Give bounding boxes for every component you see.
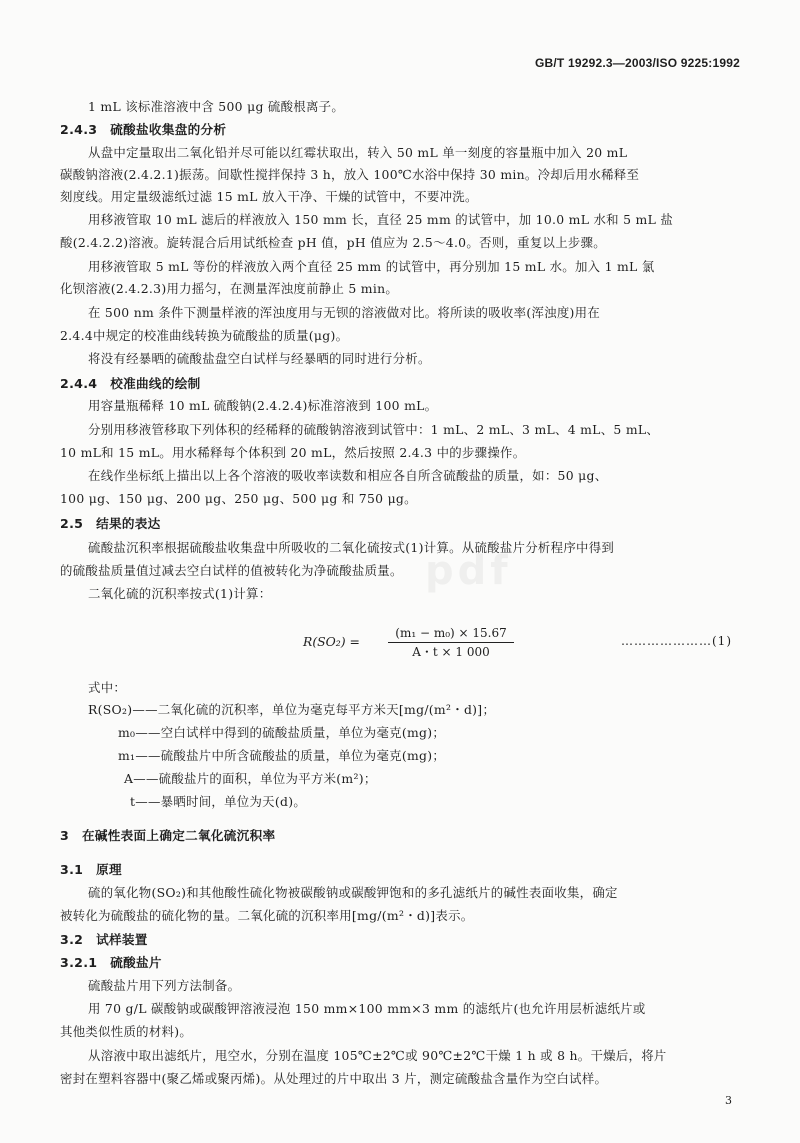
watermark: pdf bbox=[425, 548, 512, 594]
section-heading-2-4-3: 2.4.3 硫酸盐收集盘的分析 bbox=[60, 122, 227, 137]
standard-number: GB/T 19292.3—2003/ISO 9225:1992 bbox=[535, 56, 740, 70]
variable-definition: t——暴晒时间，单位为天(d)。 bbox=[130, 794, 307, 809]
text-line: 100 μg、150 μg、200 μg、250 μg、500 μg 和 750 μg。 bbox=[60, 491, 417, 506]
text-line: 10 mL和 15 mL。用水稀释每个体积到 20 mL，然后按照 2.4.3 中的步骤操作。 bbox=[60, 445, 526, 460]
text-line: 被转化为硫酸盐的硫化物的量。二氧化硫的沉积率用[mg/(m²・d)]表示。 bbox=[60, 908, 474, 923]
formula-lhs: R(SO₂) = bbox=[303, 634, 360, 649]
text-line: 的硫酸盐质量值过减去空白试样的值被转化为净硫酸盐质量。 bbox=[60, 563, 403, 578]
text-line: 刻度线。用定量级滤纸过滤 15 mL 放入干净、干燥的试管中，不要冲洗。 bbox=[60, 189, 478, 204]
formula-numerator: (m₁ − m₀) × 15.67 bbox=[388, 626, 514, 643]
text-line: 用容量瓶稀释 10 mL 硫酸钠(2.4.2.4)标准溶液到 100 mL。 bbox=[88, 398, 438, 413]
text-line: 酸(2.4.2.2)溶液。旋转混合后用试纸检查 pH 值，pH 值应为 2.5～4.0。否则，重复以上步骤。 bbox=[60, 235, 606, 250]
text-line: 密封在塑料容器中(聚乙烯或聚丙烯)。从处理过的片中取出 3 片，测定硫酸盐含量作为空白试样。 bbox=[60, 1071, 608, 1086]
text-line: 碳酸钠溶液(2.4.2.1)振荡。间歇性搅拌保持 3 h，放入 100℃水浴中保持 30 min。冷却后用水稀释至 bbox=[60, 167, 640, 182]
variable-definition: R(SO₂)——二氧化硫的沉积率，单位为毫克每平方米天[mg/(m²・d)]； bbox=[88, 702, 496, 717]
text-line: 二氧化硫的沉积率按式(1)计算： bbox=[88, 586, 272, 601]
text-line: 将没有经暴晒的硫酸盐盘空白试样与经暴晒的同时进行分析。 bbox=[88, 351, 431, 366]
section-heading-3-2: 3.2 试样装置 bbox=[60, 932, 148, 947]
section-heading-2-5: 2.5 结果的表达 bbox=[60, 516, 161, 531]
variable-definition: m₁——硫酸盐片中所含硫酸盐的质量，单位为毫克(mg)； bbox=[118, 748, 446, 763]
text-line: 在 500 nm 条件下测量样液的浑浊度用与无钡的溶液做对比。将所读的吸收率(浑浊度)用在 bbox=[88, 305, 601, 320]
text-line: 在线作坐标纸上描出以上各个溶液的吸收率读数和相应各自所含硫酸盐的质量，如：50 μg、 bbox=[88, 468, 608, 483]
variable-definition: m₀——空白试样中得到的硫酸盐质量，单位为毫克(mg)； bbox=[118, 725, 446, 740]
text-line: 1 mL 该标准溶液中含 500 μg 硫酸根离子。 bbox=[88, 99, 345, 114]
equation-number: …………………(1) bbox=[621, 634, 732, 648]
text-line: 其他类似性质的材料)。 bbox=[60, 1024, 193, 1039]
text-line: 从盘中定量取出二氧化铅并尽可能以红霉状取出，转入 50 mL 单一刻度的容量瓶中加入 20 mL bbox=[88, 145, 628, 160]
text-line: 硫的氧化物(SO₂)和其他酸性硫化物被碳酸钠或碳酸钾饱和的多孔滤纸片的碱性表面收集，确定 bbox=[88, 885, 618, 900]
text-line: 式中： bbox=[88, 680, 127, 695]
text-line: 从溶液中取出滤纸片，甩空水，分别在温度 105℃±2℃或 90℃±2℃干燥 1 h 或 8 h。干燥后，将片 bbox=[88, 1048, 667, 1063]
formula-fraction bbox=[388, 626, 514, 660]
text-line: 2.4.4中规定的校准曲线转换为硫酸盐的质量(μg)。 bbox=[60, 328, 349, 343]
text-line: 硫酸盐片用下列方法制备。 bbox=[88, 978, 241, 993]
section-heading-3-1: 3.1 原理 bbox=[60, 862, 122, 877]
variable-definition: A——硫酸盐片的面积，单位为平方米(m²)； bbox=[124, 771, 377, 786]
text-line: 分别用移液管移取下列体积的经稀释的硫酸钠溶液到试管中：1 mL、2 mL、3 mL、4 mL、5 mL、 bbox=[88, 422, 660, 437]
formula-denominator: A・t × 1 000 bbox=[412, 645, 490, 659]
text-line: 用移液管取 5 mL 等份的样液放入两个直径 25 mm 的试管中，再分别加 15 mL 水。加入 1 mL 氯 bbox=[88, 259, 655, 274]
text-line: 硫酸盐沉积率根据硫酸盐收集盘中所吸收的二氧化硫按式(1)计算。从硫酸盐片分析程序中得到 bbox=[88, 540, 615, 555]
text-line: 用 70 g/L 碳酸钠或碳酸钾溶液浸泡 150 mm×100 mm×3 mm 的滤纸片(也允许用层析滤纸片或 bbox=[88, 1001, 646, 1016]
section-heading-3-2-1: 3.2.1 硫酸盐片 bbox=[60, 955, 162, 970]
text-line: 用移液管取 10 mL 滤后的样液放入 150 mm 长，直径 25 mm 的试管中，加 10.0 mL 水和 5 mL 盐 bbox=[88, 212, 674, 227]
page-number: 3 bbox=[725, 1094, 732, 1107]
section-heading-3: 3 在碱性表面上确定二氧化硫沉积率 bbox=[60, 828, 276, 843]
section-heading-2-4-4: 2.4.4 校准曲线的绘制 bbox=[60, 376, 201, 391]
text-line: 化钡溶液(2.4.2.3)用力摇匀，在测量浑浊度前静止 5 min。 bbox=[60, 281, 399, 296]
